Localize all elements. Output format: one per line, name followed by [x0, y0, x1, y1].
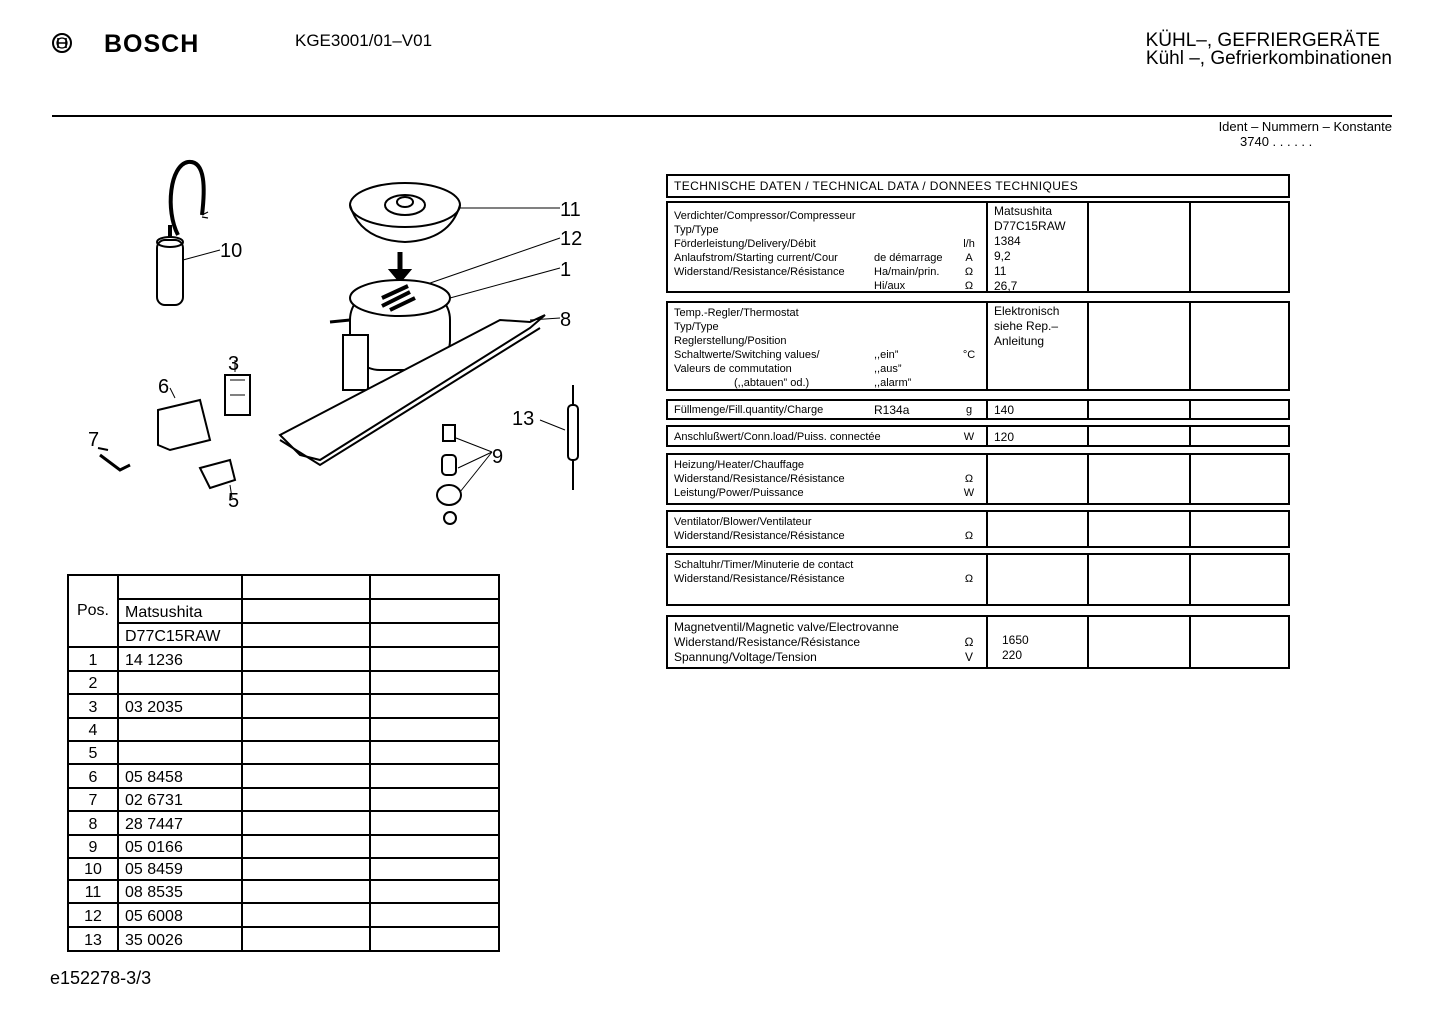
part-number: 05 6008 [118, 903, 242, 927]
compressor-section: Verdichter/Compressor/Compresseur Typ/Type Förderleistung/Delivery/Débit l/h Anlaufstrom/Starting current/Cour de démarrage A Widerstand/Resistance/Résistance Ha/main/prin. Ω Hi/aux Ω Matsushita D77C15RAW 1384 9,2 11 26,7 [666, 201, 1290, 293]
part-number: 02 6731 [118, 788, 242, 811]
thermostat-section: Temp.-Regler/Thermostat Typ/Type Reglerstellung/Position Schaltwerte/Switching values/ ,,ein” °C Valeurs de commutation ,,aus” (,,abtauen” od.) ,,alarm” Elektronisch siehe Rep.– Anleitung [666, 301, 1290, 391]
compressor-type-value: D77C15RAW [994, 219, 1066, 233]
ident-label: Ident – Nummern – Konstante [1218, 119, 1392, 134]
resistance-main-value: 11 [994, 264, 1007, 278]
table-row [68, 835, 499, 858]
table-row [68, 741, 499, 764]
thermostat-type-value: Elektronisch [994, 304, 1060, 318]
part-position: 2 [68, 671, 118, 694]
part-position: 1 [68, 647, 118, 671]
document-code: e152278-3/3 [50, 968, 152, 988]
thermostat-label: Temp.-Regler/Thermostat [674, 307, 799, 319]
filter-drier-part [540, 385, 578, 490]
part-number [118, 671, 242, 694]
part-number: 28 7447 [118, 811, 242, 835]
resistance-aux-value: 26,7 [994, 279, 1018, 293]
valve-voltage-value: 220 [1002, 648, 1023, 662]
part-position: 3 [68, 694, 118, 718]
part-position: 9 [68, 835, 118, 858]
connected-load-value: 120 [988, 427, 1089, 445]
connected-load-section: Anschlußwert/Conn.load/Puiss. connectée W 120 [666, 425, 1290, 447]
table-row [68, 811, 499, 835]
part-position: 12 [68, 903, 118, 927]
model-number: KGE3001/01–V01 [295, 31, 433, 50]
magnetic-valve-section: Magnetventil/Magnetic valve/Electrovanne Widerstand/Resistance/Résistance Ω Spannung/Voltage/Tension V 1650 220 [666, 615, 1290, 669]
table-row [68, 858, 499, 880]
exploded-parts-diagram [60, 150, 620, 550]
part-number: 08 8535 [118, 880, 242, 903]
fill-quantity-value: 140 [988, 401, 1089, 418]
valve-resistance-value: 1650 [1002, 633, 1029, 647]
part-position: 10 [68, 858, 118, 880]
category-subtitle: Kühl –, Gefrierkombinationen [1145, 48, 1392, 69]
heater-section: Heizung/Heater/Chauffage Widerstand/Resistance/Résistance Ω Leistung/Power/Puissance W [666, 453, 1290, 505]
part-position: 11 [68, 880, 118, 903]
part-number: 05 0166 [118, 835, 242, 858]
table-row [68, 647, 499, 671]
callout-6: 6 [158, 376, 170, 398]
callout-10: 10 [220, 240, 243, 262]
callout-11: 11 [560, 199, 581, 221]
capacitor-part [157, 162, 220, 305]
part-number: 05 8459 [118, 858, 242, 880]
part-position: 6 [68, 764, 118, 788]
part-position: 13 [68, 927, 118, 951]
tech-data-heading: TECHNISCHE DATEN / TECHNICAL DATA / DONNEES TECHNIQUES [666, 174, 1290, 198]
part-number: 05 8458 [118, 764, 242, 788]
callout-9: 9 [492, 446, 504, 468]
compressor-type-header: D77C15RAW [118, 623, 242, 647]
header-divider [52, 115, 1392, 117]
ident-value: 3740 . . . . . . [1240, 134, 1313, 149]
table-row [68, 880, 499, 903]
compressor-brand-value: Matsushita [994, 204, 1053, 218]
compressor-label: Verdichter/Compressor/Compresseur [674, 210, 856, 222]
callout-3: 3 [228, 353, 240, 375]
drip-tray-part [350, 183, 560, 242]
timer-section: Schaltuhr/Timer/Minuterie de contact Widerstand/Resistance/Résistance Ω [666, 553, 1290, 606]
refrigerant-type: R134a [874, 403, 910, 417]
delivery-value: 1384 [994, 234, 1021, 248]
part-position: 5 [68, 741, 118, 764]
part-number [118, 718, 242, 741]
table-row [68, 671, 499, 694]
starting-current-value: 9,2 [994, 249, 1011, 263]
callout-1: 1 [560, 259, 572, 281]
table-row [68, 927, 499, 951]
blower-section: Ventilator/Blower/Ventilateur Widerstand/Resistance/Résistance Ω [666, 510, 1290, 548]
callout-8: 8 [560, 309, 572, 331]
part-position: 7 [68, 788, 118, 811]
part-number: 03 2035 [118, 694, 242, 718]
part-position: 8 [68, 811, 118, 835]
callout-7: 7 [88, 429, 100, 451]
part-number: 14 1236 [118, 647, 242, 671]
table-row [68, 764, 499, 788]
callout-12: 12 [560, 228, 583, 250]
fill-quantity-section: Füllmenge/Fill.quantity/Charge R134a g 140 [666, 399, 1290, 420]
clip-part [98, 448, 130, 470]
part-position: 4 [68, 718, 118, 741]
grommet-set-part [437, 425, 492, 524]
parts-table [67, 574, 500, 952]
table-row [68, 718, 499, 741]
table-row [68, 788, 499, 811]
brand-logo: BOSCH [104, 30, 200, 58]
pos-header: Pos. [68, 575, 118, 647]
table-row [68, 903, 499, 927]
part-number [118, 741, 242, 764]
callout-5: 5 [228, 490, 240, 512]
bosch-logo-icon [52, 33, 72, 53]
table-row [68, 694, 499, 718]
category-title: KÜHL–, GEFRIERGERÄTE [1145, 30, 1380, 51]
callout-13: 13 [512, 408, 535, 430]
part-number: 35 0026 [118, 927, 242, 951]
compressor-brand-header: Matsushita [118, 599, 242, 623]
